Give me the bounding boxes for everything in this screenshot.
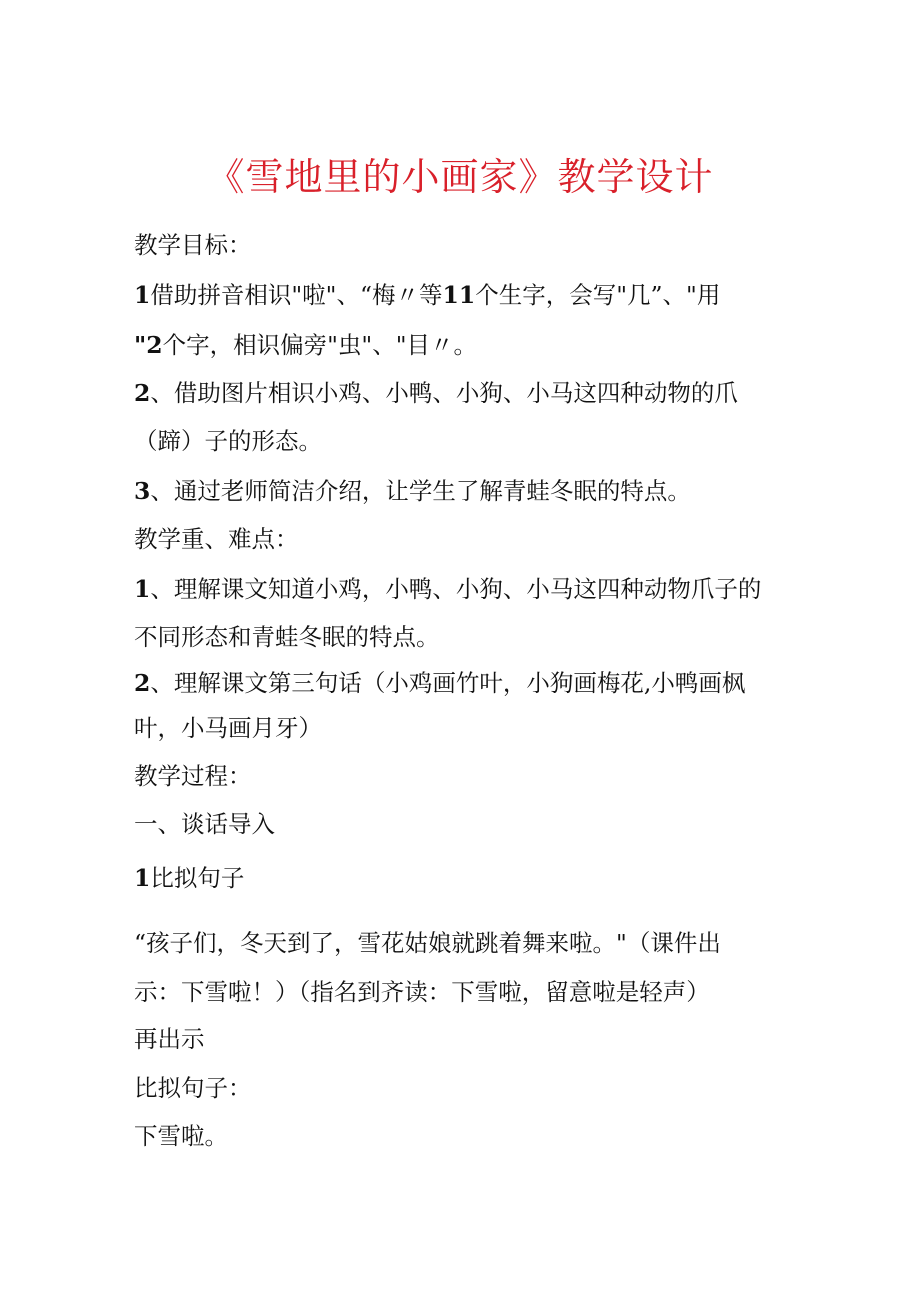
process-step-1-heading	[134, 808, 275, 840]
line-text: 个生字，会写"几”、"用	[475, 281, 721, 309]
inline-number: "2	[134, 331, 163, 359]
line-text: 示：下雪啦！）（指名到齐读：下雪啦，留意啦是轻声）	[134, 978, 710, 1006]
line-text: 、理解课文第三句话（小鸡画竹叶，小狗画梅花,小鸭画枫	[150, 669, 746, 697]
line-text: 借助拼音相识"啦"、“梅〃等	[150, 281, 443, 309]
objective-2-line-2	[134, 425, 322, 457]
item-number: 2	[134, 669, 151, 697]
line-text: 、借助图片相识小鸡、小鸭、小狗、小马这四种动物的爪	[150, 379, 738, 407]
inline-number: 11	[442, 281, 476, 309]
line-text: 一、谈话导入	[134, 810, 275, 838]
line-text: 、理解课文知道小鸡，小鸭、小狗、小马这四种动物爪子的	[150, 575, 762, 603]
objective-3	[134, 475, 691, 507]
line-text: 叶，小马画月牙）	[134, 714, 322, 742]
line-text: 教学重、难点：	[134, 525, 299, 553]
key-point-1-line-2	[134, 621, 440, 653]
process-subheading-compare	[134, 862, 244, 894]
document-title: 《雪地里的小画家》教学设计	[206, 155, 714, 199]
line-text: 再出示	[134, 1025, 205, 1053]
item-number: 1	[134, 575, 151, 603]
item-number: 1	[134, 281, 151, 309]
instruction-line	[134, 1023, 205, 1055]
item-number: 2	[134, 379, 151, 407]
dialogue-line-1	[134, 927, 721, 959]
key-point-1-line-1	[134, 573, 761, 605]
section-heading-process	[134, 760, 252, 792]
item-number: 3	[134, 477, 151, 505]
line-text: 不同形态和青蛙冬眠的特点。	[134, 623, 440, 651]
objective-2-line-1	[134, 377, 738, 409]
line-text: 比拟句子	[150, 864, 245, 892]
objective-1-line-1	[134, 279, 720, 311]
line-text: “孩子们，冬天到了，雪花姑娘就跳着舞来啦。"（课件出	[134, 929, 721, 957]
section-heading-objectives	[134, 229, 252, 261]
line-text: 个字，相识偏旁"虫"、"目〃。	[162, 331, 478, 359]
line-text: 教学目标：	[134, 231, 252, 259]
key-point-2-line-1	[134, 667, 745, 699]
dialogue-line-2	[134, 976, 710, 1008]
compare-heading	[134, 1072, 252, 1104]
line-text: （蹄）子的形态。	[134, 427, 322, 455]
objective-1-line-2	[134, 329, 477, 361]
line-text: 下雪啦。	[134, 1122, 228, 1150]
example-sentence	[134, 1120, 228, 1152]
line-text: 比拟句子：	[134, 1074, 252, 1102]
line-text: 、通过老师简洁介绍，让学生了解青蛙冬眠的特点。	[150, 477, 691, 505]
section-heading-key-points	[134, 523, 299, 555]
key-point-2-line-2	[134, 712, 322, 744]
line-text: 教学过程：	[134, 762, 252, 790]
item-number: 1	[134, 864, 151, 892]
